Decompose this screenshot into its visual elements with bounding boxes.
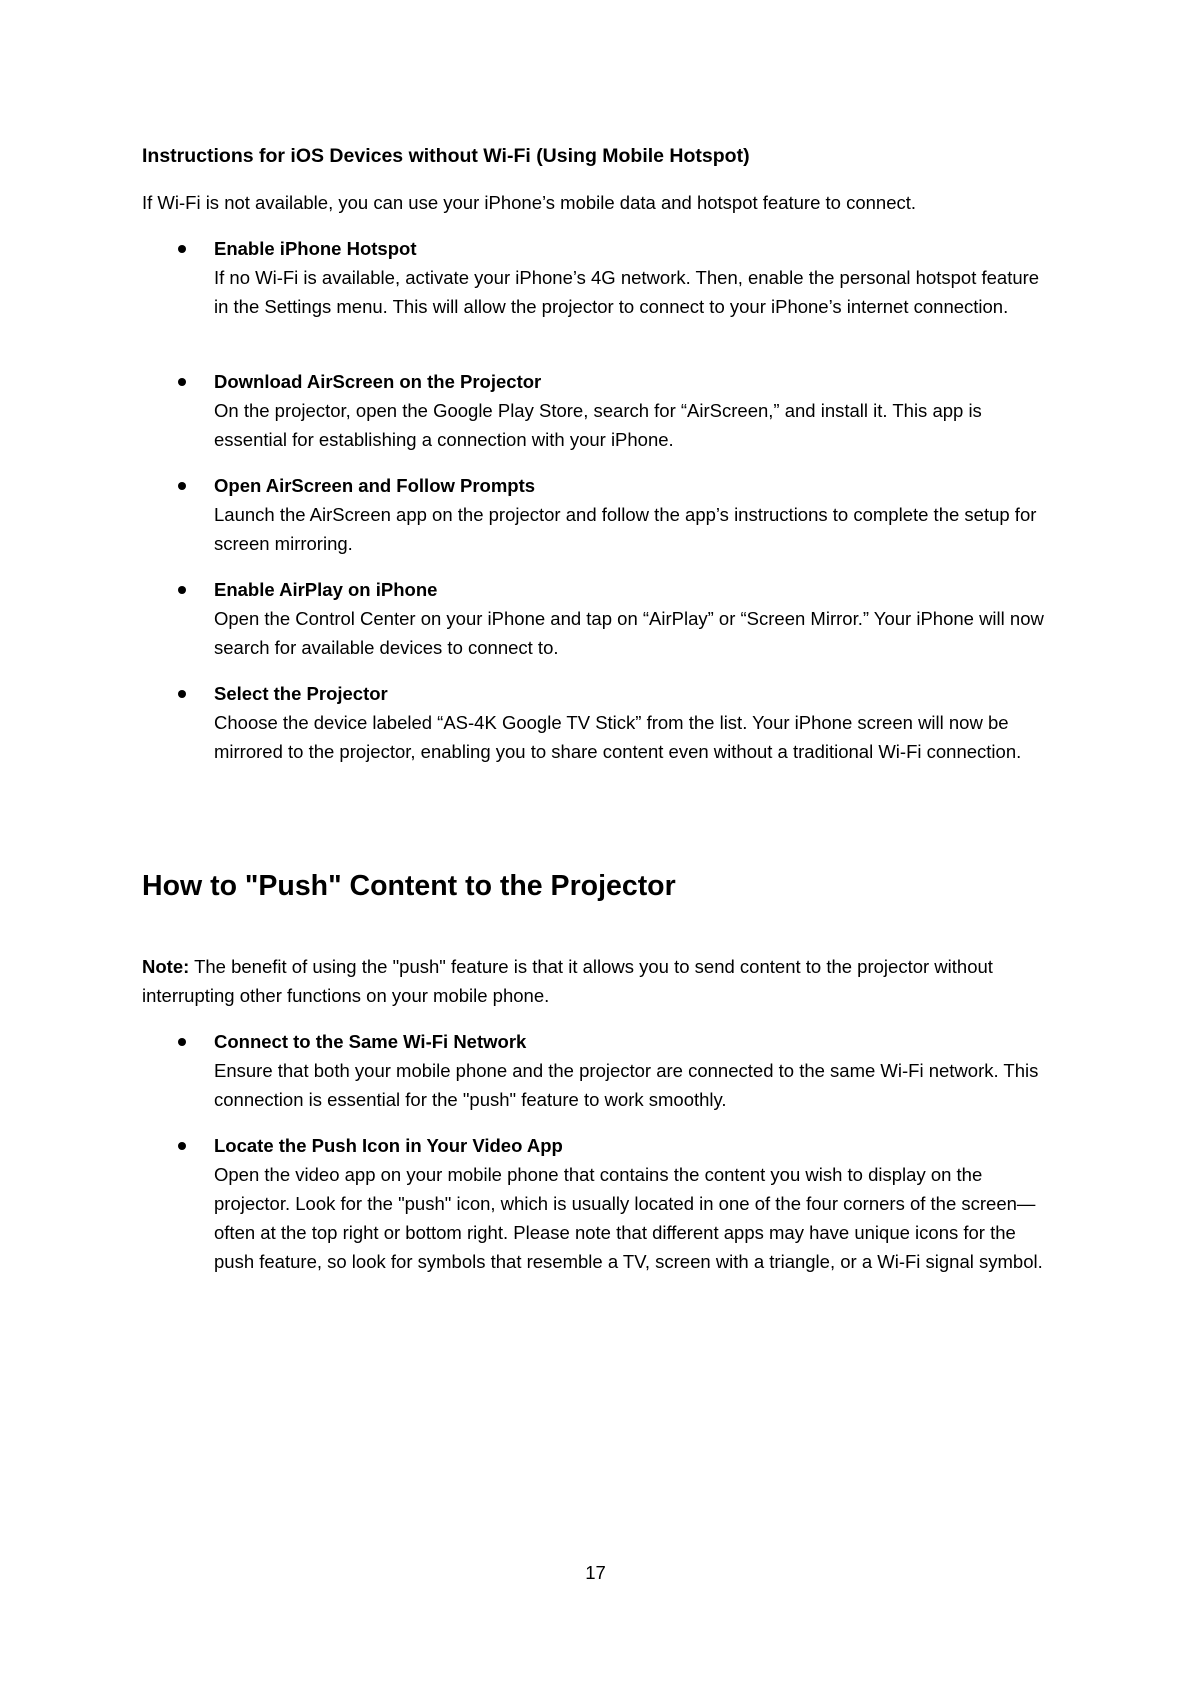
list-item-text: On the projector, open the Google Play Store, search for “AirScreen,” and install it. This app is essential for establishing a connection with your iPhone. — [214, 400, 982, 450]
section-heading-ios-hotspot: Instructions for iOS Devices without Wi-Fi (Using Mobile Hotspot) — [142, 145, 750, 167]
list-item-text: If no Wi-Fi is available, activate your iPhone’s 4G network. Then, enable the personal hotspot feature in the Settings menu. This will allow the projector to connect to your iPhone’s internet connection. — [214, 267, 1040, 317]
list-item-title: Locate the Push Icon in Your Video App — [214, 1135, 563, 1156]
list-item-text: Open the video app on your mobile phone that contains the content you wish to display on the projector. Look for the "push" icon, which is usually located in one of the four corners of the screen—often at the top right or bottom right. Please note that different apps may have unique icons for the push feature, so look for symbols that resemble a TV, screen with a triangle, or a Wi-Fi signal symbol. — [214, 1164, 1043, 1272]
list-item — [214, 367, 1054, 454]
note-label: Note: — [142, 956, 190, 977]
list-item-title: Open AirScreen and Follow Prompts — [214, 475, 536, 496]
list-item — [214, 1027, 1054, 1114]
bullet-icon — [178, 690, 186, 698]
bullet-icon — [178, 245, 186, 253]
section-intro: If Wi-Fi is not available, you can use your iPhone’s mobile data and hotspot feature to connect. — [142, 192, 917, 213]
note-paragraph — [142, 952, 1052, 1010]
list-item-title: Select the Projector — [214, 683, 388, 704]
bullet-icon — [178, 1038, 186, 1046]
list-item-text: Launch the AirScreen app on the projector and follow the app’s instructions to complete the setup for screen mirroring. — [214, 504, 1037, 554]
list-item — [214, 679, 1054, 766]
bullet-icon — [178, 482, 186, 490]
bullet-icon — [178, 378, 186, 386]
section-heading-push-content: How to "Push" Content to the Projector — [142, 870, 676, 902]
list-item — [214, 234, 1054, 321]
note-text: The benefit of using the "push" feature is that it allows you to send content to the projector without interrupting other functions on your mobile phone. — [142, 956, 993, 1006]
list-item-title: Download AirScreen on the Projector — [214, 371, 542, 392]
list-item-title: Enable AirPlay on iPhone — [214, 579, 438, 600]
list-item — [214, 471, 1054, 558]
list-item-title: Connect to the Same Wi-Fi Network — [214, 1031, 527, 1052]
list-item — [214, 575, 1054, 662]
list-item — [214, 1131, 1054, 1276]
page-number: 17 — [585, 1562, 606, 1583]
bullet-icon — [178, 586, 186, 594]
bullet-icon — [178, 1142, 186, 1150]
list-item-text: Ensure that both your mobile phone and the projector are connected to the same Wi-Fi network. This connection is essential for the "push" feature to work smoothly. — [214, 1060, 1039, 1110]
list-item-text: Open the Control Center on your iPhone and tap on “AirPlay” or “Screen Mirror.” Your iPhone will now search for available devices to connect to. — [214, 608, 1044, 658]
list-item-text: Choose the device labeled “AS-4K Google TV Stick” from the list. Your iPhone screen will now be mirrored to the projector, enabling you to share content even without a traditional Wi-Fi connection. — [214, 712, 1022, 762]
list-item-title: Enable iPhone Hotspot — [214, 238, 417, 259]
